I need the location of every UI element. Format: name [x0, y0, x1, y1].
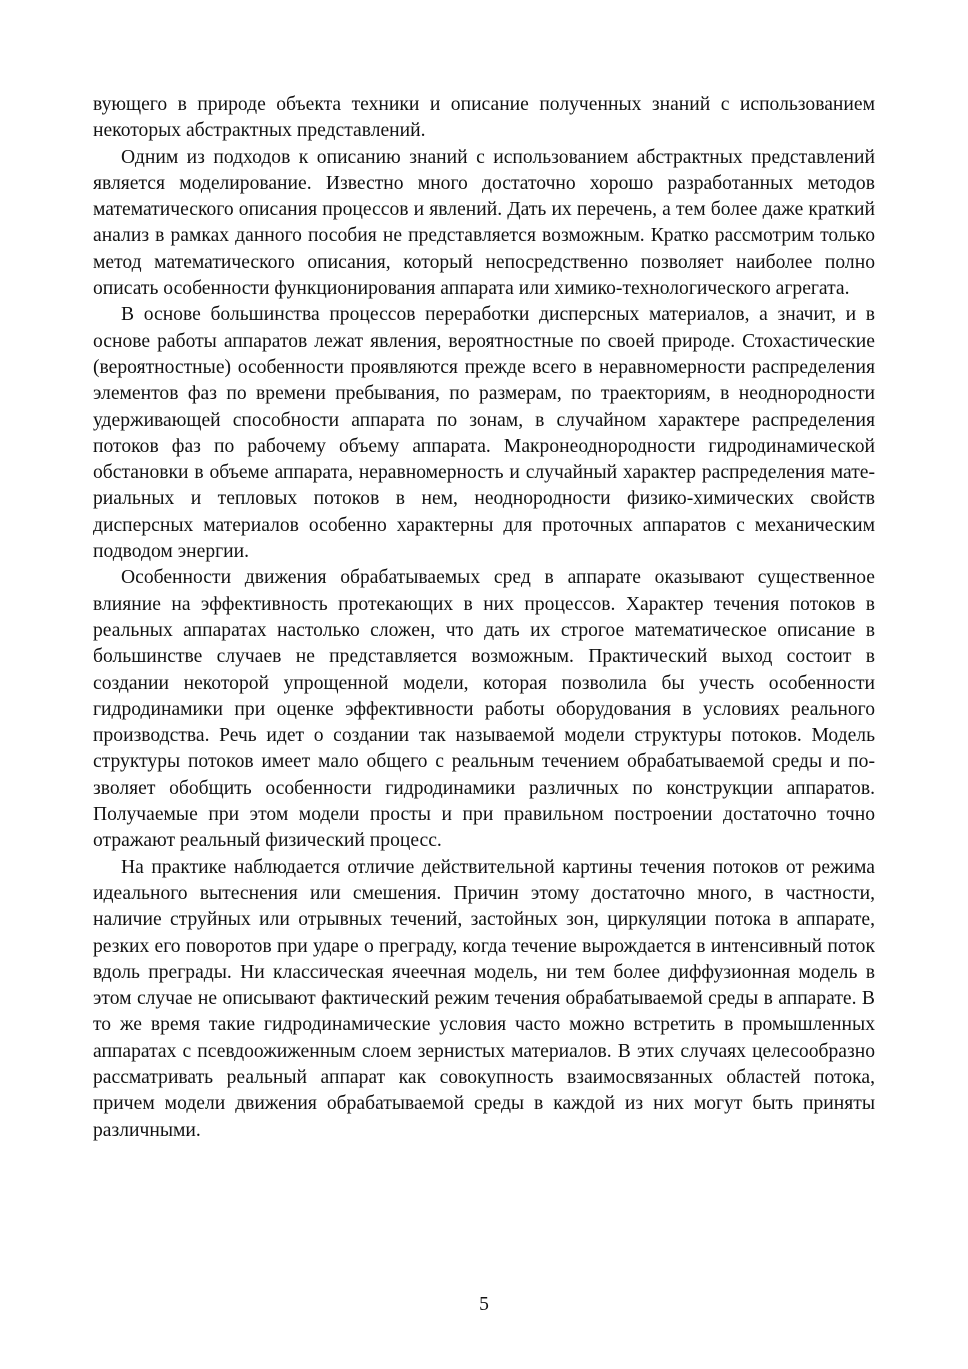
page-number: 5	[479, 1294, 489, 1315]
paragraph-modeling: Одним из подходов к описанию знаний с использованием абстрактных представлений является моделирование. Известно много достаточно хорошо разработанных методов математического описания процессов и явлений. Дать их перечень, а тем более даже краткий анализ в рамках данного пособия не представляется возможным. Кратко рассмотрим только метод математического описания, который непосредственно позволяет наиболее полно описать особенности функционирования аппарата или химико-технологического агрегата.	[93, 146, 875, 300]
page-body	[93, 92, 875, 1144]
paragraph-stochastic: В основе большинства процессов переработки дисперсных материалов, а значит, и в основе работы аппаратов лежат явления, вероятностные по своей природе. Стохастические (вероятностные) особенности проявляются прежде всего в неравномерности распределения элементов фаз по времени пребывания, по размерам, по траекториям, в неоднородности удерживающей способности аппарата по зонам, в случайном характере распределения потоков фаз по рабочему объему аппарата. Макронеоднородности гидродинамической обстановки в объеме аппарата, неравномерность и случайный характер распределения материальных и тепловых потоков в нем, неоднородности физико-химических свойств дисперсных материалов особенно характерны для проточных аппаратов с механическим подводом энергии.	[93, 304, 875, 563]
paragraph-continuation: вующего в природе объекта техники и описание полученных знаний с использованием некоторых абстрактных представлений.	[93, 94, 875, 142]
paragraph-practice: На практике наблюдается отличие действительной картины течения потоков от режима идеального вытеснения или смешения. Причин этому достаточно много, в частности, наличие струйных или отрывных течений, застойных зон, циркуляции потока в аппарате, резких его поворотов при ударе о преграду, когда течение вырождается в интенсивный поток вдоль преграды. Ни классическая ячеечная модель, ни тем более диффузионная модель в этом случае не описывают фактический режим течения обрабатываемой среды в аппарате. В то же время такие гидродинамические условия часто можно встретить в промышленных аппаратах с псевдоожиженным слоем зернистых материалов. В этих случаях целесообразно рассматривать реальный аппарат как совокупность взаимосвязанных областей потока, причем модели движения обрабатываемой среды в каждой из них могут быть приняты различными.	[93, 856, 875, 1141]
paragraph-flow-structure: Особенности движения обрабатываемых сред в аппарате оказывают существенное влияние на эффективность протекающих в них процессов. Характер течения потоков в реальных аппаратах настолько сложен, что дать их строгое математическое описание в большинстве случаев не представляется возможным. Практический выход состоит в создании некоторой упрощенной модели, которая позволила бы учесть особенности гидродинамики при оценке эффективности работы оборудования в условиях реального производства. Речь идет о создании так называемой модели структуры потоков. Модель структуры потоков имеет мало общего с реальным течением обрабатываемой среды и позволяет обобщить особенности гидродинамики различных по конструкции аппаратов. Получаемые при этом модели просты и при правильном построении достаточно точно отражают реальный физический процесс.	[93, 567, 875, 852]
